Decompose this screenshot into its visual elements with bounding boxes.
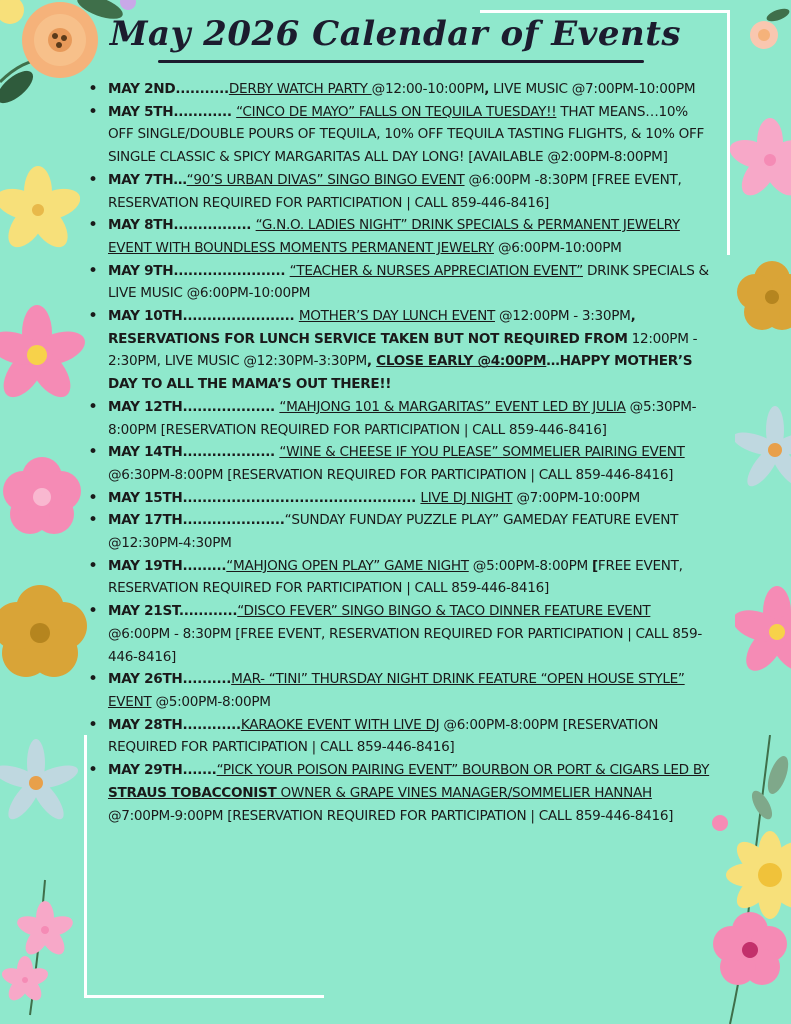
blue-flower-right-icon xyxy=(735,400,791,500)
event-item xyxy=(88,441,716,486)
event-item xyxy=(88,668,716,713)
event-text: OWNER & GRAPE VINES MANAGER/SOMMELIER HANNAH xyxy=(276,784,652,801)
event-leader-dots: ....................... xyxy=(182,308,299,325)
event-text: “TEACHER & NURSES APPRECIATION EVENT” xyxy=(289,262,583,279)
event-text: “CINCO DE MAYO” FALLS ON TEQUILA TUESDAY!! xyxy=(236,103,557,120)
event-text: , RESERVATIONS FOR LUNCH SERVICE TAKEN BUT NOT REQUIRED FROM xyxy=(108,308,636,347)
frame-top-line xyxy=(480,10,730,13)
event-text: @5:30PM-8:00PM [RESERVATION REQUIRED FOR PARTICIPATION | CALL 859-446-8416] xyxy=(108,398,697,438)
event-date: MAY 19TH xyxy=(108,557,183,574)
event-date: MAY 9TH xyxy=(108,262,174,279)
event-leader-dots: ............ xyxy=(182,716,241,733)
event-text: “DISCO FEVER” SINGO BINGO & TACO DINNER FEATURE EVENT xyxy=(237,603,651,620)
event-text: @6:00PM - 8:30PM [FREE EVENT, RESERVATION REQUIRED FOR PARTICIPATION | CALL 859-446-8416] xyxy=(108,625,702,665)
event-text: @6:00PM-10:00PM xyxy=(493,239,622,256)
event-leader-dots: ............ xyxy=(178,603,238,620)
pink-flower-left-icon xyxy=(0,300,90,410)
event-text: , xyxy=(484,81,490,97)
frame-bottom-line xyxy=(84,995,324,998)
event-leader-dots: .......... xyxy=(182,671,232,688)
event-leader-dots: ..................... xyxy=(182,512,285,529)
blue-flower-left-icon xyxy=(0,735,80,835)
event-item xyxy=(88,260,716,305)
event-text: MOTHER’S DAY LUNCH EVENT xyxy=(298,308,495,325)
events-list xyxy=(88,78,716,827)
event-text: , xyxy=(366,353,377,370)
event-text: [ xyxy=(592,557,598,574)
event-date: MAY 5TH xyxy=(108,103,174,120)
event-text: 12:00PM - 2:30PM, LIVE MUSIC @12:30PM-3:30PM xyxy=(108,330,698,370)
event-text: @6:00PM-8:00PM [RESERVATION REQUIRED FOR PARTICIPATION | CALL 859-446-8416] xyxy=(108,716,659,756)
event-date: MAY 10TH xyxy=(108,308,183,325)
event-date: MAY 21ST xyxy=(108,603,179,620)
event-date: MAY 8TH xyxy=(108,217,174,234)
event-text: @5:00PM-8:00PM xyxy=(151,693,271,710)
event-text: @12:00-10:00PM xyxy=(371,81,485,97)
event-text: @6:30PM-8:00PM [RESERVATION REQUIRED FOR PARTICIPATION | CALL 859-446-8416] xyxy=(108,466,674,483)
event-leader-dots: ................... xyxy=(182,398,280,415)
event-text: “WINE & CHEESE IF YOU PLEASE” SOMMELIER PAIRING EVENT xyxy=(279,444,685,461)
event-date: MAY 28TH xyxy=(108,716,183,733)
event-leader-dots: … xyxy=(173,171,187,188)
page-title: May 2026 Calendar of Events xyxy=(109,14,682,54)
event-item xyxy=(88,214,716,259)
pink-flower-right-lower-icon xyxy=(735,585,791,680)
title-underline xyxy=(158,60,644,63)
event-text: @5:00PM-8:00PM xyxy=(468,557,592,574)
event-text: …HAPPY MOTHER’S DAY TO ALL THE MAMA’S OUT THERE!! xyxy=(108,353,693,393)
event-text: CLOSE EARLY @4:00PM xyxy=(376,353,547,370)
event-text: LIVE DJ NIGHT xyxy=(420,489,513,506)
event-text: MAR- “TINI” THURSDAY NIGHT DRINK FEATURE “OPEN HOUSE STYLE” EVENT xyxy=(108,671,685,710)
event-leader-dots: ........... xyxy=(175,81,229,97)
event-item xyxy=(88,305,716,396)
event-text: STRAUS TOBACCONIST xyxy=(108,784,277,801)
event-item xyxy=(88,759,716,827)
event-text: “G.N.O. LADIES NIGHT” DRINK SPECIALS & PERMANENT JEWELRY EVENT WITH BOUNDLESS MOMENTS PERMANENT JEWELRY xyxy=(108,217,680,256)
event-text: KARAOKE EVENT WITH LIVE DJ xyxy=(240,716,440,733)
event-text: THAT MEANS…10% OFF SINGLE/DOUBLE POURS OF TEQUILA, 10% OFF TEQUILA TASTING FLIGHTS, & 10% OFF SINGLE CLASSIC & SPICY MARGARITAS ALL DAY LONG! [AVAILABLE @2:00PM-8:00PM] xyxy=(108,103,705,166)
event-date: MAY 26TH xyxy=(108,671,183,688)
event-text: LIVE MUSIC @7:00PM-10:00PM xyxy=(489,81,696,97)
event-date: MAY 17TH xyxy=(108,512,183,529)
event-text: DRINK SPECIALS & LIVE MUSIC @6:00PM-10:00PM xyxy=(108,262,709,302)
mustard-flower-left-icon xyxy=(0,578,95,688)
event-item xyxy=(88,600,716,668)
event-text: “SUNDAY FUNDAY PUZZLE PLAY” GAMEDAY FEATURE EVENT @12:30PM-4:30PM xyxy=(108,512,679,552)
event-text: @7:00PM-9:00PM [RESERVATION REQUIRED FOR PARTICIPATION | CALL 859-446-8416] xyxy=(108,807,674,824)
event-text: FREE EVENT, RESERVATION REQUIRED FOR PARTICIPATION | CALL 859-446-8416] xyxy=(108,557,683,597)
event-text: @7:00PM-10:00PM xyxy=(512,489,640,506)
event-item xyxy=(88,78,716,101)
event-text: DERBY WATCH PARTY xyxy=(228,81,372,97)
event-item xyxy=(88,509,716,554)
mustard-flower-right-icon xyxy=(732,255,791,340)
event-text: “MAHJONG 101 & MARGARITAS” EVENT LED BY JULIA xyxy=(279,398,626,415)
event-date: MAY 7TH xyxy=(108,171,174,188)
event-item xyxy=(88,555,716,600)
event-leader-dots: ....... xyxy=(182,762,217,779)
event-item xyxy=(88,487,716,510)
event-leader-dots: ....................... xyxy=(173,262,290,279)
event-leader-dots: ................ xyxy=(173,217,256,234)
event-item xyxy=(88,714,716,759)
event-text: @12:00PM - 3:30PM xyxy=(494,308,631,325)
event-text: “PICK YOUR POISON PAIRING EVENT” BOURBON OR PORT & CIGARS LED BY xyxy=(216,762,710,779)
event-leader-dots: ................... xyxy=(182,444,280,461)
event-item xyxy=(88,169,716,214)
event-item xyxy=(88,396,716,441)
event-item xyxy=(88,101,716,169)
event-date: MAY 12TH xyxy=(108,398,183,415)
event-text: “90’S URBAN DIVAS” SINGO BINGO EVENT xyxy=(186,171,465,188)
yellow-flower-left-icon xyxy=(0,165,80,255)
event-date: MAY 2ND xyxy=(108,81,176,97)
event-text: “MAHJONG OPEN PLAY” GAME NIGHT xyxy=(226,557,469,574)
event-date: MAY 29TH xyxy=(108,762,183,779)
pink-flowers-bottom-left-icon xyxy=(0,870,90,1020)
event-leader-dots: ......... xyxy=(182,557,227,574)
pink-flower-right-icon xyxy=(730,115,791,205)
event-leader-dots: ............ xyxy=(173,103,237,120)
pink-hibiscus-left-icon xyxy=(0,450,90,545)
event-leader-dots: ................................................ xyxy=(182,489,421,506)
event-date: MAY 15TH xyxy=(108,489,183,506)
event-date: MAY 14TH xyxy=(108,444,183,461)
event-text: @6:00PM -8:30PM [FREE EVENT, RESERVATION REQUIRED FOR PARTICIPATION | CALL 859-446-8416] xyxy=(108,171,682,211)
